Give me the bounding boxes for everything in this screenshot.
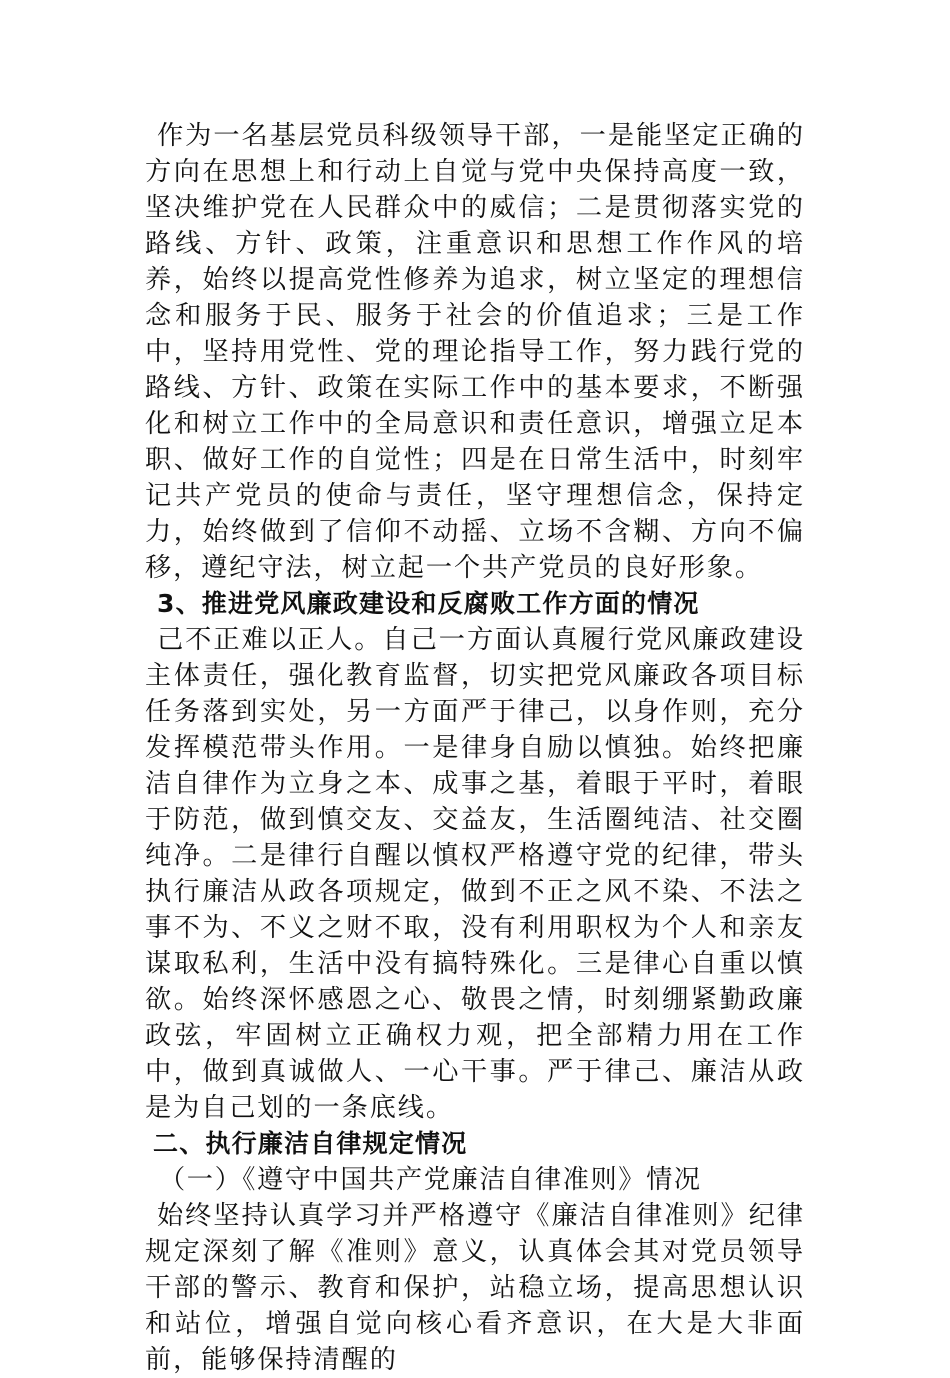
paragraph-integrity-code: 始终坚持认真学习并严格遵守《廉洁自律准则》纪律规定深刻了解《准则》意义，认真体会其对党员领导干部的警示、教育和保护，站稳立场，提高思想认识和站位，增强自觉向核心看齐意识，在大是大非面前，能够保持清醒的: [145, 1201, 805, 1375]
document-body: [145, 118, 805, 1378]
section-heading-anti-corruption: 3、推进党风廉政建设和反腐败工作方面的情况: [157, 589, 700, 618]
paragraph-party-spirit: 作为一名基层党员科级领导干部，一是能坚定正确的方向在思想上和行动上自觉与党中央保持高度一致，坚决维护党在人民群众中的威信；二是贯彻落实党的路线、方针、政策，注重意识和思想工作作风的培养，始终以提高党性修养为追求，树立坚定的理想信念和服务于民、服务于社会的价值追求；三是工作中，坚持用党性、党的理论指导工作，努力践行党的路线、方针、政策在实际工作中的基本要求，不断强化和树立工作中的全局意识和责任意识，增强立足本职、做好工作的自觉性；四是在日常生活中，时刻牢记共产党员的使命与责任，坚守理想信念，保持定力，始终做到了信仰不动摇、立场不含糊、方向不偏移，遵纪守法，树立起一个共产党员的良好形象。: [145, 121, 805, 583]
section-heading-integrity-rules: 二、执行廉洁自律规定情况: [153, 1129, 468, 1158]
paragraph-anti-corruption: 己不正难以正人。自己一方面认真履行党风廉政建设主体责任，强化教育监督，切实把党风廉政各项目标任务落到实处，另一方面严于律己，以身作则，充分发挥模范带头作用。一是律身自励以慎独。始终把廉洁自律作为立身之本、成事之基，着眼于平时，着眼于防范，做到慎交友、交益友，生活圈纯洁、社交圈纯净。二是律行自醒以慎权严格遵守党的纪律，带头执行廉洁从政各项规定，做到不正之风不染、不法之事不为、不义之财不取，没有利用职权为个人和亲友谋取私利，生活中没有搞特殊化。三是律心自重以慎欲。始终深怀感恩之心、敬畏之情，时刻绷紧勤政廉政弦，牢固树立正确权力观，把全部精力用在工作中，做到真诚做人、一心干事。严于律己、廉洁从政是为自己划的一条底线。: [145, 625, 805, 1123]
subheading-integrity-code: （一）《遵守中国共产党廉洁自律准则》情况: [159, 1165, 702, 1195]
